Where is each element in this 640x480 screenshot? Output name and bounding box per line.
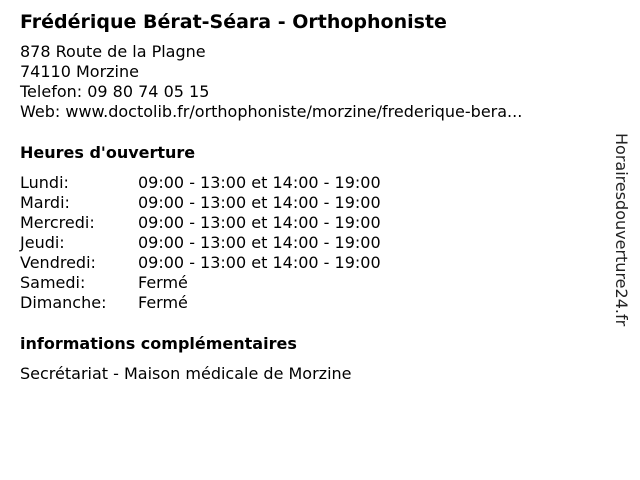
- time-value: Fermé: [138, 293, 188, 312]
- listing-card: [20, 8, 600, 384]
- city-address: 74110 Morzine: [20, 62, 139, 81]
- time-value: 09:00 - 13:00 et 14:00 - 19:00: [138, 193, 381, 212]
- opening-hours-heading: Heures d'ouverture: [20, 143, 196, 162]
- site-watermark: Horairesdouverture24.fr: [612, 133, 631, 327]
- hours-row-saturday: [20, 273, 600, 293]
- hours-row-friday: [20, 253, 600, 273]
- day-label: Jeudi:: [20, 233, 65, 252]
- hours-row-monday: [20, 173, 600, 193]
- phone-number: Telefon: 09 80 74 05 15: [20, 82, 210, 101]
- time-value: Fermé: [138, 273, 188, 292]
- day-label: Vendredi:: [20, 253, 96, 272]
- time-value: 09:00 - 13:00 et 14:00 - 19:00: [138, 233, 381, 252]
- time-value: 09:00 - 13:00 et 14:00 - 19:00: [138, 213, 381, 232]
- opening-hours-table: [20, 173, 600, 313]
- day-label: Mardi:: [20, 193, 70, 212]
- street-address: 878 Route de la Plagne: [20, 42, 206, 61]
- page-title: Frédérique Bérat-Séara - Orthophoniste: [20, 11, 447, 33]
- day-label: Mercredi:: [20, 213, 95, 232]
- address-block: [20, 42, 600, 122]
- hours-row-tuesday: [20, 193, 600, 213]
- time-value: 09:00 - 13:00 et 14:00 - 19:00: [138, 253, 381, 272]
- website-link[interactable]: Web: www.doctolib.fr/orthophoniste/morzine/frederique-bera...: [20, 102, 523, 121]
- day-label: Dimanche:: [20, 293, 107, 312]
- hours-row-thursday: [20, 233, 600, 253]
- additional-info-heading: informations complémentaires: [20, 334, 297, 353]
- day-label: Samedi:: [20, 273, 86, 292]
- additional-info-text: Secrétariat - Maison médicale de Morzine: [20, 364, 352, 383]
- hours-row-wednesday: [20, 213, 600, 233]
- day-label: Lundi:: [20, 173, 69, 192]
- time-value: 09:00 - 13:00 et 14:00 - 19:00: [138, 173, 381, 192]
- hours-row-sunday: [20, 293, 600, 313]
